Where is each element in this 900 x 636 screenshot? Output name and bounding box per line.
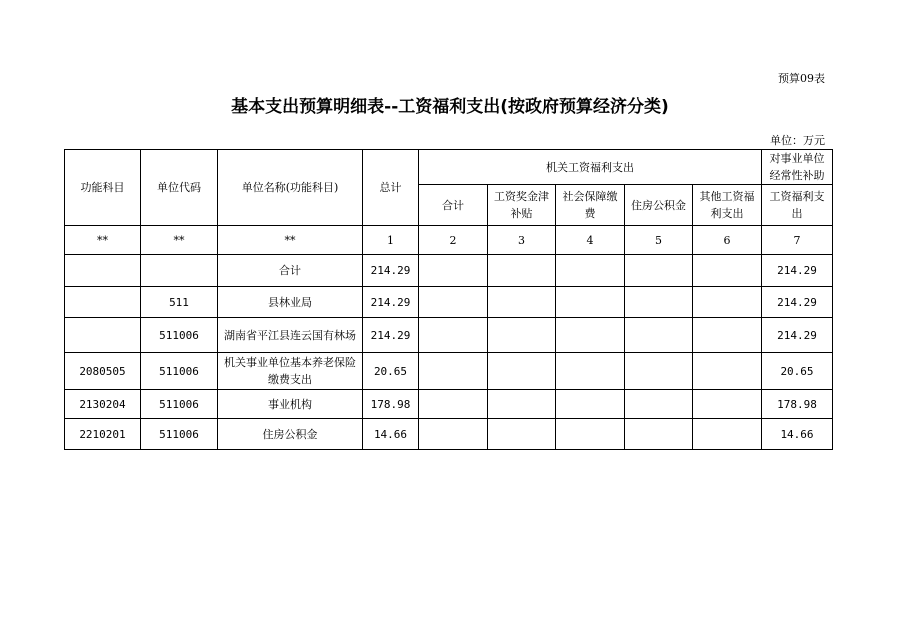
total-cell: 178.98 xyxy=(363,390,419,419)
header-unit-code: 单位代码 xyxy=(141,150,218,226)
value-cell xyxy=(556,255,625,287)
value-cell xyxy=(556,419,625,450)
value-cell xyxy=(693,318,762,353)
index-row xyxy=(65,226,833,255)
func-code-cell: 2130204 xyxy=(65,390,141,419)
table-row xyxy=(65,353,833,390)
budget-table xyxy=(64,149,833,450)
table-row xyxy=(65,318,833,353)
form-number: 预算09表 xyxy=(778,72,825,85)
value-cell xyxy=(556,390,625,419)
value-cell xyxy=(488,390,556,419)
index-cell: 1 xyxy=(363,226,419,255)
unit-name-cell: 住房公积金 xyxy=(218,419,363,450)
header-total: 总计 xyxy=(363,150,419,226)
header-group-agency: 机关工资福利支出 xyxy=(419,150,762,185)
unit-label: 单位：万元 xyxy=(770,134,825,147)
unit-name-cell: 合计 xyxy=(218,255,363,287)
value-cell xyxy=(488,287,556,318)
header-sub-housing-fund: 住房公积金 xyxy=(625,185,693,226)
table-row xyxy=(65,390,833,419)
total-cell: 214.29 xyxy=(363,318,419,353)
unit-name-cell: 事业机构 xyxy=(218,390,363,419)
index-cell: 7 xyxy=(762,226,833,255)
index-cell: ** xyxy=(218,226,363,255)
value-cell: 214.29 xyxy=(762,287,833,318)
page-title: 基本支出预算明细表--工资福利支出(按政府预算经济分类) xyxy=(231,97,669,117)
total-cell: 214.29 xyxy=(363,287,419,318)
value-cell: 214.29 xyxy=(762,318,833,353)
header-sub-other-welfare: 其他工资福利支出 xyxy=(693,185,762,226)
value-cell xyxy=(488,318,556,353)
unit-code-cell: 511006 xyxy=(141,353,218,390)
total-cell: 214.29 xyxy=(363,255,419,287)
value-cell xyxy=(419,353,488,390)
unit-code-cell: 511006 xyxy=(141,318,218,353)
index-cell: 6 xyxy=(693,226,762,255)
func-code-cell xyxy=(65,255,141,287)
index-cell: 2 xyxy=(419,226,488,255)
unit-code-cell: 511006 xyxy=(141,390,218,419)
total-cell: 20.65 xyxy=(363,353,419,390)
func-code-cell xyxy=(65,287,141,318)
value-cell xyxy=(625,390,693,419)
header-sub-social-security: 社会保障缴费 xyxy=(556,185,625,226)
value-cell xyxy=(556,353,625,390)
value-cell xyxy=(556,318,625,353)
header-func-subject: 功能科目 xyxy=(65,150,141,226)
index-cell: 4 xyxy=(556,226,625,255)
table-row xyxy=(65,419,833,450)
table-row xyxy=(65,287,833,318)
header-sub-welfare: 工资福利支出 xyxy=(762,185,833,226)
header-group-subsidy: 对事业单位经常性补助 xyxy=(762,150,833,185)
unit-code-cell: 511 xyxy=(141,287,218,318)
unit-name-cell: 机关事业单位基本养老保险缴费支出 xyxy=(218,353,363,390)
total-cell: 14.66 xyxy=(363,419,419,450)
value-cell xyxy=(419,318,488,353)
value-cell xyxy=(693,353,762,390)
header-row-1 xyxy=(65,150,833,185)
header-unit-name: 单位名称(功能科目) xyxy=(218,150,363,226)
value-cell xyxy=(625,419,693,450)
value-cell xyxy=(419,255,488,287)
value-cell xyxy=(419,287,488,318)
value-cell: 20.65 xyxy=(762,353,833,390)
header-sub-salary: 工资奖金津补贴 xyxy=(488,185,556,226)
index-cell: 3 xyxy=(488,226,556,255)
func-code-cell: 2080505 xyxy=(65,353,141,390)
value-cell xyxy=(625,255,693,287)
value-cell: 14.66 xyxy=(762,419,833,450)
value-cell xyxy=(625,287,693,318)
value-cell xyxy=(419,390,488,419)
table-row xyxy=(65,255,833,287)
unit-code-cell: 511006 xyxy=(141,419,218,450)
unit-name-cell: 县林业局 xyxy=(218,287,363,318)
value-cell xyxy=(556,287,625,318)
unit-code-cell xyxy=(141,255,218,287)
value-cell xyxy=(488,255,556,287)
unit-name-cell: 湖南省平江县连云国有林场 xyxy=(218,318,363,353)
func-code-cell xyxy=(65,318,141,353)
func-code-cell: 2210201 xyxy=(65,419,141,450)
value-cell xyxy=(693,255,762,287)
value-cell: 214.29 xyxy=(762,255,833,287)
value-cell xyxy=(693,390,762,419)
value-cell xyxy=(625,353,693,390)
value-cell xyxy=(625,318,693,353)
header-sub-subtotal: 合计 xyxy=(419,185,488,226)
value-cell xyxy=(693,287,762,318)
value-cell xyxy=(419,419,488,450)
value-cell xyxy=(488,353,556,390)
index-cell: ** xyxy=(65,226,141,255)
index-cell: ** xyxy=(141,226,218,255)
index-cell: 5 xyxy=(625,226,693,255)
value-cell: 178.98 xyxy=(762,390,833,419)
value-cell xyxy=(693,419,762,450)
value-cell xyxy=(488,419,556,450)
